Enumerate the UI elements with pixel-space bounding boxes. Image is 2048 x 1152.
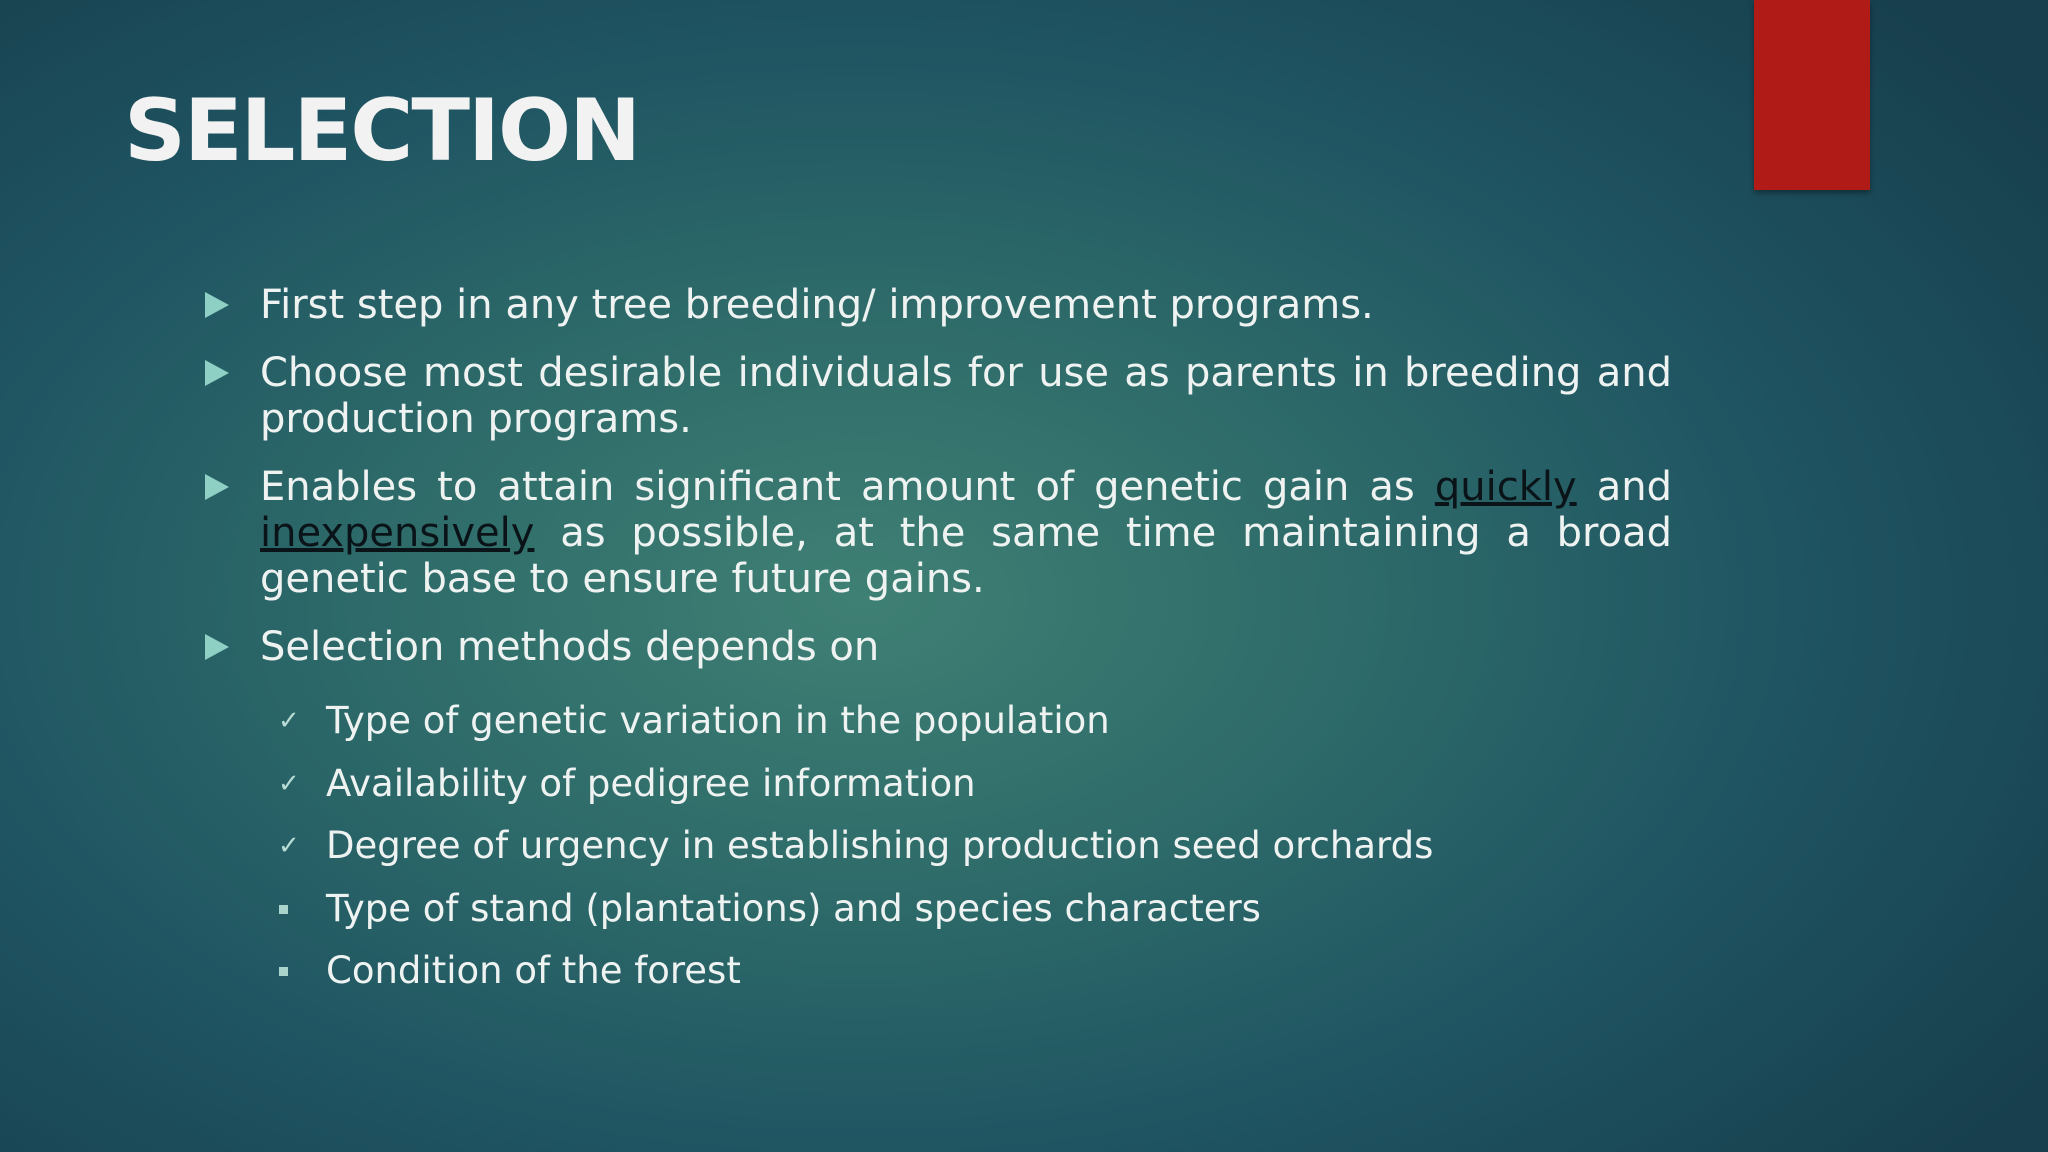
bullet-text xyxy=(260,464,1672,602)
bullet-text-part: Enables to attain significant amount of genetic gain as xyxy=(260,464,1435,510)
sub-bullet-item xyxy=(276,690,1676,753)
sub-bullet-text: Degree of urgency in establishing production seed orchards xyxy=(326,824,1434,867)
accent-bar xyxy=(1754,0,1870,190)
triangle-bullet-icon xyxy=(205,474,229,500)
sub-bullet-text: Condition of the forest xyxy=(326,949,741,992)
inexpensively-link[interactable]: inexpensively xyxy=(260,510,535,556)
triangle-bullet-icon xyxy=(205,292,229,318)
bullet-text-part: and xyxy=(1576,464,1673,510)
sub-bullet-item xyxy=(276,940,1676,1003)
slide-title: SELECTION xyxy=(124,81,640,181)
sub-bullet-text: Type of stand (plantations) and species characters xyxy=(326,886,1261,930)
sub-bullet-item xyxy=(276,815,1676,878)
bullet-item xyxy=(200,624,1672,670)
triangle-bullet-icon xyxy=(205,634,229,660)
bullet-item xyxy=(200,464,1672,602)
bullet-text-part: as possible, at the same time maintaining a broad genetic base to ensure future gains. xyxy=(260,510,1672,602)
sub-bullet-text: Type of genetic variation in the population xyxy=(326,699,1110,742)
bullet-item xyxy=(200,282,1672,328)
check-icon: ✓ xyxy=(278,831,300,861)
sub-bullet-item xyxy=(276,878,1676,941)
sub-bullet-list xyxy=(276,690,1676,1003)
bullet-text: Choose most desirable individuals for use as parents in breeding and production programs. xyxy=(260,350,1672,442)
bullet-item xyxy=(200,350,1672,442)
sub-bullet-item xyxy=(276,753,1676,816)
bullet-text: First step in any tree breeding/ improvement programs. xyxy=(260,282,1374,328)
quickly-link[interactable]: quickly xyxy=(1434,464,1577,510)
check-icon: ✓ xyxy=(278,768,300,799)
square-bullet-icon xyxy=(279,905,288,914)
square-bullet-icon xyxy=(279,967,288,976)
sub-bullet-text: Availability of pedigree information xyxy=(326,761,976,805)
bullet-text: Selection methods depends on xyxy=(260,624,880,670)
triangle-bullet-icon xyxy=(205,360,229,386)
check-icon: ✓ xyxy=(278,706,300,736)
bullet-list xyxy=(200,282,1672,692)
